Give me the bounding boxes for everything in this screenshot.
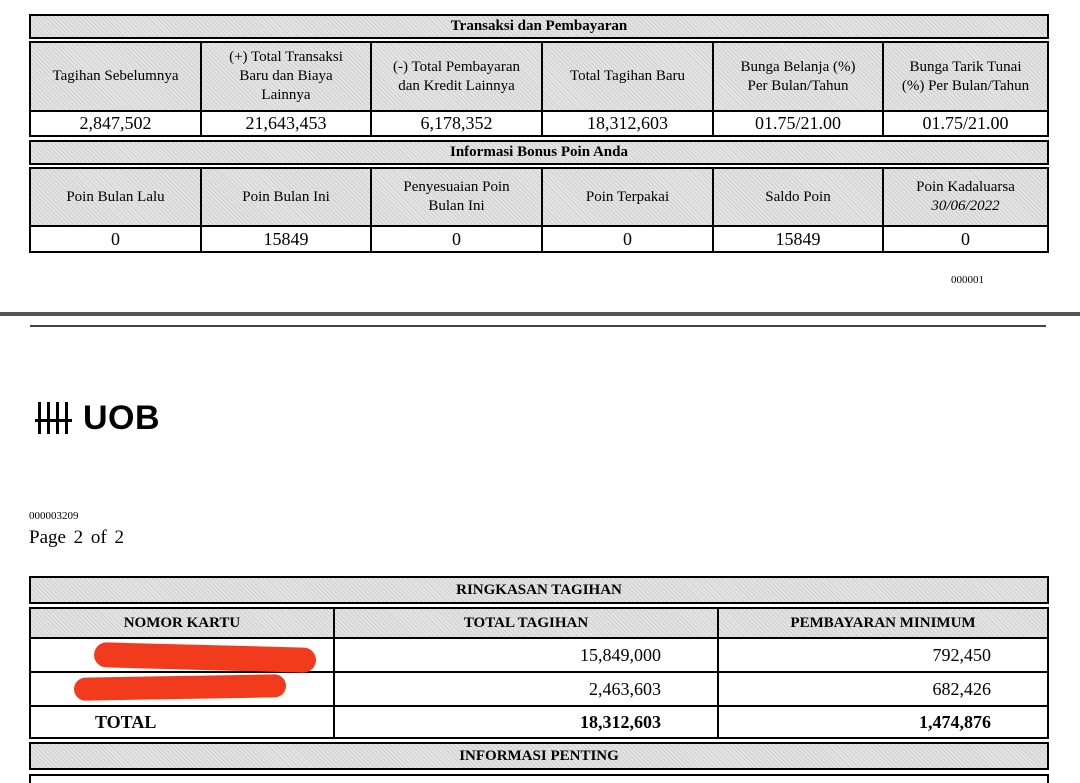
row-1-minimum-payment: 792,450 (932, 644, 991, 665)
card-number-redaction-2 (74, 674, 286, 701)
page-number: Page 2 of 2 (29, 527, 125, 548)
header-cash-interest: Bunga Tarik Tunai (%) Per Bulan/Tahun (901, 58, 1030, 94)
transactions-table (29, 41, 1049, 137)
value-new-transactions: 21,643,453 (245, 113, 327, 133)
info-content-box (29, 774, 1049, 783)
header-points-adjustment: Penyesuaian Poin Bulan Ini (403, 179, 510, 214)
value-last-month-points: 0 (111, 228, 120, 249)
info-title-bar (29, 742, 1049, 770)
value-points-expiry: 0 (961, 228, 970, 249)
value-purchase-interest: 01.75/21.00 (754, 113, 841, 133)
header-total-payments: (-) Total Pembayaran dan Kredit Lainnya (393, 58, 520, 94)
value-total-payments: 6,178,352 (420, 113, 493, 133)
summary-table (29, 607, 1049, 739)
page-code: 000001 (951, 274, 984, 286)
header-points-used: Poin Terpakai (585, 188, 670, 205)
value-this-month-points: 15849 (263, 228, 309, 249)
page-break-line (0, 312, 1080, 316)
bonus-title: Informasi Bonus Poin Anda (450, 144, 628, 160)
uob-logo-text: UOB (83, 398, 161, 437)
header-points-expiry (884, 169, 1047, 225)
points-expiry-label: Poin Kadaluarsa (916, 179, 1015, 195)
total-label: TOTAL (95, 711, 157, 732)
header-total-bill: TOTAL TAGIHAN (463, 614, 589, 631)
value-previous-bill: 2,847,502 (79, 113, 152, 133)
header-new-bill-total: Total Tagihan Baru (569, 68, 686, 84)
total-minimum-payment: 1,474,876 (919, 711, 991, 732)
value-points-adjustment: 0 (452, 228, 461, 249)
total-bill-amount: 18,312,603 (580, 711, 661, 732)
header-new-transactions: (+) Total Transaksi Baru dan Biaya Lainnya (229, 49, 343, 103)
points-expiry-date: 30/06/2022 (931, 198, 1000, 214)
transactions-title-bar (29, 14, 1049, 39)
uob-logo-icon (35, 400, 73, 436)
bonus-title-bar (29, 140, 1049, 165)
row-2-minimum-payment: 682,426 (932, 678, 991, 699)
header-last-month-points: Poin Bulan Lalu (66, 188, 165, 205)
header-previous-bill: Tagihan Sebelumnya (52, 68, 179, 84)
header-this-month-points: Poin Bulan Ini (242, 188, 330, 205)
info-title: INFORMASI PENTING (459, 747, 619, 764)
header-purchase-interest: Bunga Belanja (%) Per Bulan/Tahun (740, 58, 856, 94)
summary-title-bar (29, 576, 1049, 604)
header-card-number: NOMOR KARTU (123, 614, 241, 631)
row-1-total-bill: 15,849,000 (580, 644, 661, 665)
header-points-balance: Saldo Poin (765, 188, 831, 205)
uob-logo (35, 398, 160, 438)
document-code: 000003209 (29, 510, 79, 522)
value-cash-interest: 01.75/21.00 (922, 113, 1009, 133)
summary-title: RINGKASAN TAGIHAN (456, 581, 622, 598)
row-2-total-bill: 2,463,603 (589, 678, 661, 699)
transactions-title: Transaksi dan Pembayaran (450, 18, 628, 34)
value-points-balance: 15849 (775, 228, 821, 249)
header-minimum-payment: PEMBAYARAN MINIMUM (790, 614, 976, 631)
value-new-bill-total: 18,312,603 (587, 113, 668, 133)
value-points-used: 0 (623, 228, 632, 249)
page-top-rule (30, 325, 1046, 327)
bonus-table (29, 167, 1049, 253)
